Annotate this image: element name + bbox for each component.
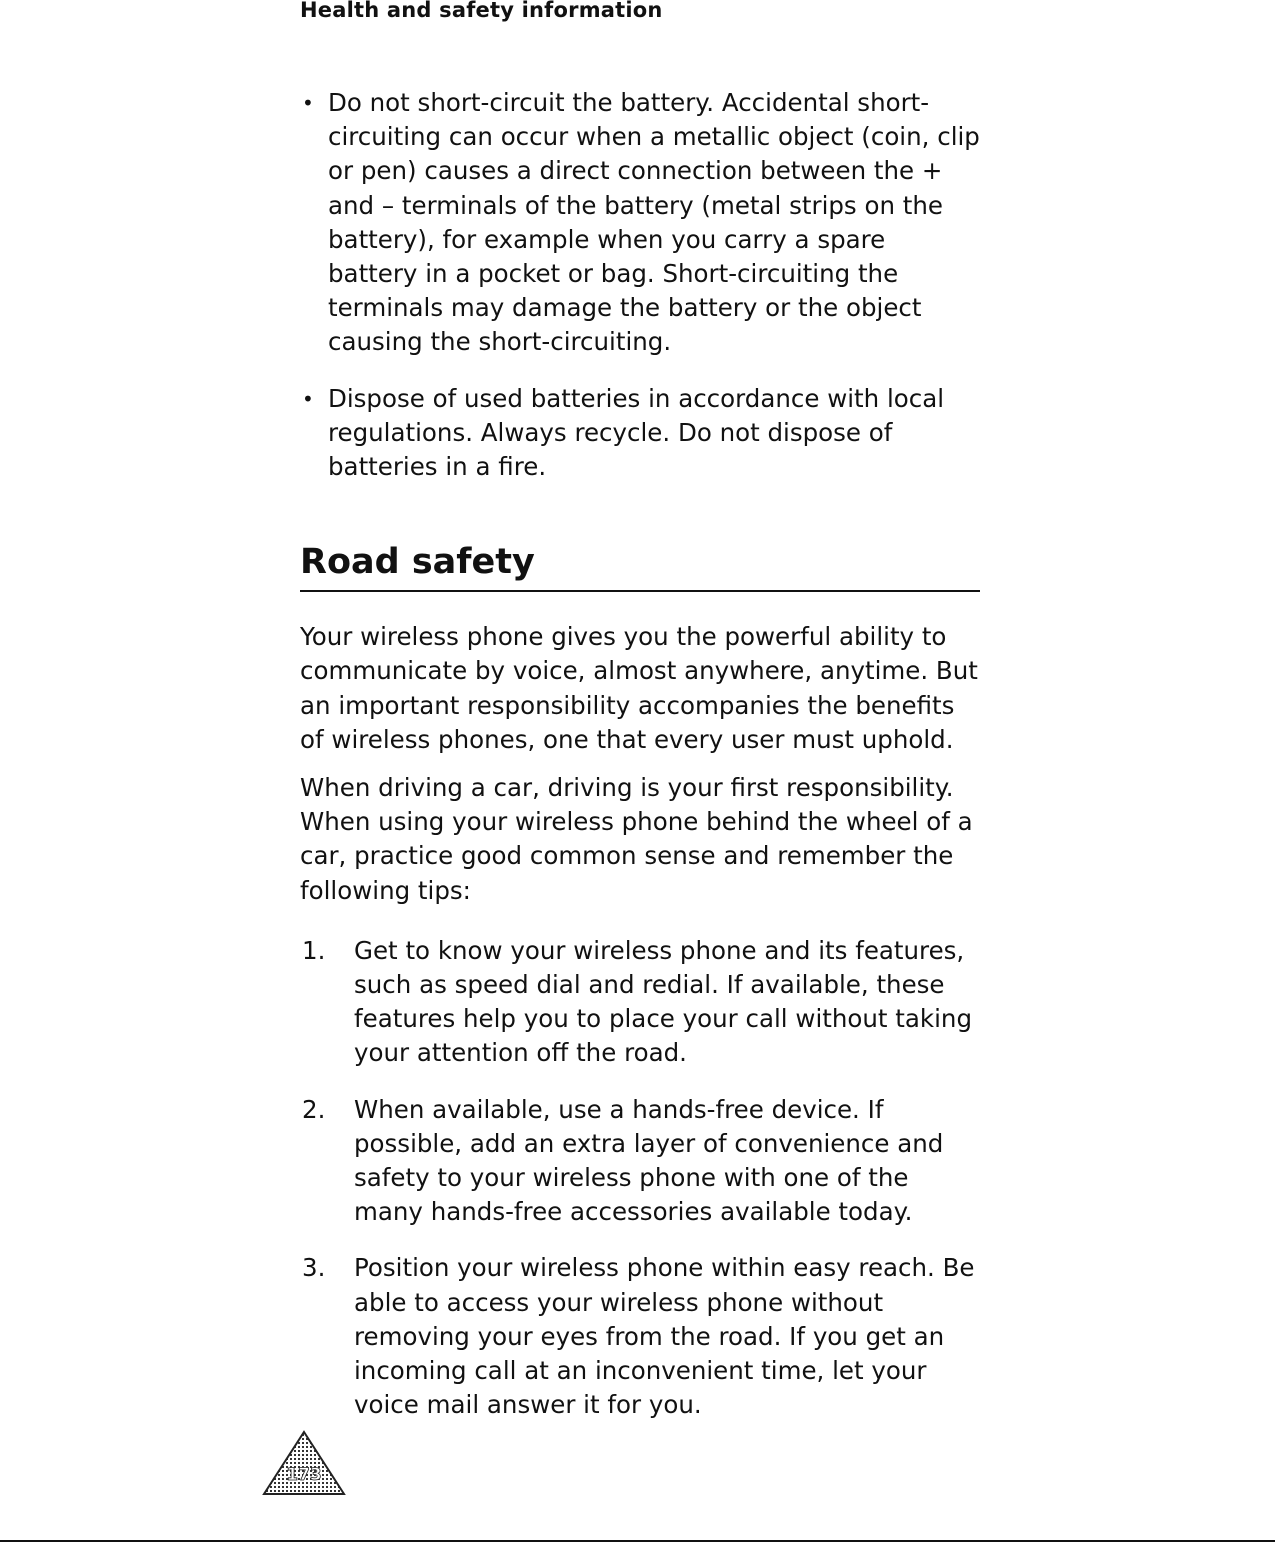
list-item [300, 1093, 980, 1230]
section-heading-road-safety: Road safety [300, 540, 980, 592]
list-item [300, 382, 980, 485]
footer-rule [0, 1540, 1275, 1542]
tip-text: When available, use a hands-free device. If possible, add an extra layer of convenience and safety to your wireless phone with one of the many hands-free accessories available today. [354, 1094, 944, 1227]
tip-number: 1. [302, 935, 326, 965]
running-header: Health and safety information [300, 0, 663, 22]
page-number-badge [262, 1430, 346, 1496]
bullet-icon: • [302, 386, 314, 411]
tip-number: 3. [302, 1253, 326, 1283]
intro-paragraph: Your wireless phone gives you the powerful ability to communicate by voice, almost anywhere, anytime. But an important responsibility accompanies the benefits of wireless phones, one that every user must uphold. [300, 622, 978, 754]
tip-text: Get to know your wireless phone and its features, such as speed dial and redial. If available, these features help you to place your call without taking your attention off the road. [354, 935, 972, 1068]
page-number: 173 [286, 1465, 322, 1485]
list-item [300, 1251, 980, 1422]
driving-paragraph: When driving a car, driving is your first responsibility. When using your wireless phone behind the wheel of a car, practice good common sense and remember the following tips: [300, 773, 973, 905]
list-item [300, 86, 980, 360]
battery-bullet-list [300, 86, 980, 484]
bullet-text: Dispose of used batteries in accordance with local regulations. Always recycle. Do not dispose of batteries in a fire. [328, 383, 945, 482]
list-item [300, 934, 980, 1071]
driving-tips-list [300, 934, 980, 1423]
tip-number: 2. [302, 1094, 326, 1124]
tip-text: Position your wireless phone within easy reach. Be able to access your wireless phone without removing your eyes from the road. If you get an incoming call at an inconvenient time, let your voice mail answer it for you. [354, 1253, 975, 1420]
bullet-text: Do not short-circuit the battery. Accidental short-circuiting can occur when a metallic object (coin, clip or pen) causes a direct connection between the + and – terminals of the battery (metal strips on the battery), for example when you carry a spare battery in a pocket or bag. Short-circuiting the terminals may damage the battery or the object causing the short-circuiting. [328, 88, 980, 357]
bullet-icon: • [302, 91, 314, 115]
page-content [300, 86, 980, 1445]
